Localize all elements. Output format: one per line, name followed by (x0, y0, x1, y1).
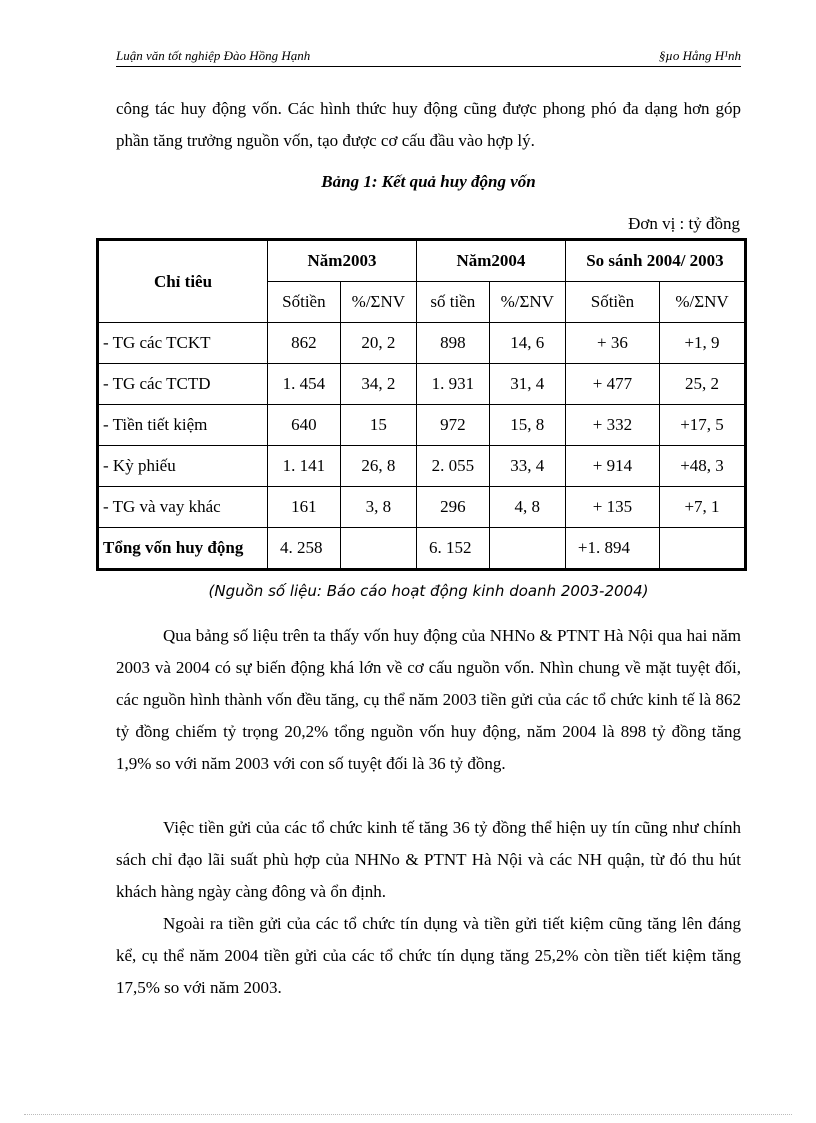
table-row (99, 487, 745, 528)
cell-pdiff: 25, 2 (660, 364, 745, 405)
cell-v2004: 1. 931 (416, 364, 489, 405)
cell-pdiff: +17, 5 (660, 405, 745, 446)
total-label: Tổng vốn huy động (99, 528, 268, 569)
header-2004: Năm2004 (416, 241, 565, 282)
subheader-pct-diff: %/ΣNV (660, 282, 745, 323)
table-header-row (99, 241, 745, 282)
cell-v2004: 2. 055 (416, 446, 489, 487)
cell-p2004: 33, 4 (489, 446, 565, 487)
cell-p2004: 4, 8 (489, 487, 565, 528)
cell-p2003: 26, 8 (340, 446, 416, 487)
total-v2004: 6. 152 (416, 528, 489, 569)
cell-v2003: 1. 141 (268, 446, 341, 487)
header-left-text: Luận văn tốt nghiệp Đào Hồng Hạnh (116, 48, 311, 63)
cell-pdiff: +1, 9 (660, 323, 745, 364)
page-header (116, 44, 741, 67)
table-total-row (99, 528, 745, 569)
cell-pdiff: +48, 3 (660, 446, 745, 487)
cell-diff: + 477 (565, 364, 659, 405)
row-label: - TG và vay khác (99, 487, 268, 528)
subheader-pct-2003: %/ΣNV (340, 282, 416, 323)
cell-v2003: 862 (268, 323, 341, 364)
table-source-note: (Nguồn số liệu: Báo cáo hoạt động kinh doanh 2003-2004) (208, 582, 649, 600)
total-p2003 (340, 528, 416, 569)
table-row (99, 405, 745, 446)
paragraph-deposits: Ngoài ra tiền gửi của các tổ chức tín dụng và tiền gửi tiết kiệm cũng tăng lên đáng kể, cụ thể năm 2004 tiền gửi của các tổ chức tín dụng tăng 25,2% còn tiền tiết kiệm tăng 17,5% so với năm 2003. (116, 914, 741, 997)
total-pdiff (660, 528, 745, 569)
total-diff: +1. 894 (565, 528, 659, 569)
cell-p2004: 31, 4 (489, 364, 565, 405)
unit-label: Đơn vị : tỷ đồng (628, 214, 740, 233)
cell-diff: + 36 (565, 323, 659, 364)
cell-v2004: 296 (416, 487, 489, 528)
cell-v2004: 898 (416, 323, 489, 364)
capital-mobilization-table (98, 240, 745, 569)
cell-v2003: 161 (268, 487, 341, 528)
total-v2003: 4. 258 (268, 528, 341, 569)
header-2003: Năm2003 (268, 241, 417, 282)
table-row (99, 364, 745, 405)
cell-p2003: 15 (340, 405, 416, 446)
header-criteria: Chỉ tiêu (99, 241, 268, 323)
header-right-text: §µo Hång H¹nh (658, 48, 741, 63)
cell-p2003: 20, 2 (340, 323, 416, 364)
cell-p2003: 3, 8 (340, 487, 416, 528)
subheader-amount-diff: Sốtiền (565, 282, 659, 323)
cell-diff: + 914 (565, 446, 659, 487)
cell-p2004: 15, 8 (489, 405, 565, 446)
cell-p2003: 34, 2 (340, 364, 416, 405)
cell-v2004: 972 (416, 405, 489, 446)
table-row (99, 323, 745, 364)
cell-diff: + 332 (565, 405, 659, 446)
cell-v2003: 640 (268, 405, 341, 446)
row-label: - Kỳ phiếu (99, 446, 268, 487)
cell-pdiff: +7, 1 (660, 487, 745, 528)
row-label: - TG các TCKT (99, 323, 268, 364)
cell-p2004: 14, 6 (489, 323, 565, 364)
page-bottom-border (24, 1114, 792, 1115)
paragraph-reputation: Việc tiền gửi của các tổ chức kinh tế tăng 36 tỷ đồng thể hiện uy tín cũng như chính sách chỉ đạo lãi suất phù hợp của NHNo & PTNT Hà Nội và các NH quận, từ đó thu hút khách hàng ngày càng đông và ổn định. (116, 818, 741, 901)
table-title: Bảng 1: Kết quả huy động vốn (321, 172, 536, 191)
cell-diff: + 135 (565, 487, 659, 528)
cell-v2003: 1. 454 (268, 364, 341, 405)
subheader-amount-2004: số tiền (416, 282, 489, 323)
intro-paragraph: công tác huy động vốn. Các hình thức huy động cũng được phong phó đa dạng hơn góp phần tăng trưởng nguồn vốn, tạo được cơ cấu đầu vào hợp lý. (116, 99, 741, 150)
row-label: - TG các TCTD (99, 364, 268, 405)
total-p2004 (489, 528, 565, 569)
header-compare: So sánh 2004/ 2003 (565, 241, 744, 282)
subheader-amount-2003: Sốtiền (268, 282, 341, 323)
subheader-pct-2004: %/ΣNV (489, 282, 565, 323)
paragraph-analysis: Qua bảng số liệu trên ta thấy vốn huy động của NHNo & PTNT Hà Nội qua hai năm 2003 và 2004 có sự biến động khá lớn về cơ cấu nguồn vốn. Nhìn chung về mặt tuyệt đối, các nguồn hình thành vốn đều tăng, cụ thể năm 2003 tiền gửi của các tổ chức kinh tế là 862 tỷ đồng chiếm tỷ trọng 20,2% tổng nguồn vốn huy động, năm 2004 là 898 tỷ đồng tăng 1,9% so với năm 2003 với con số tuyệt đối là 36 tỷ đồng. (116, 626, 741, 773)
table-row (99, 446, 745, 487)
row-label: - Tiền tiết kiệm (99, 405, 268, 446)
